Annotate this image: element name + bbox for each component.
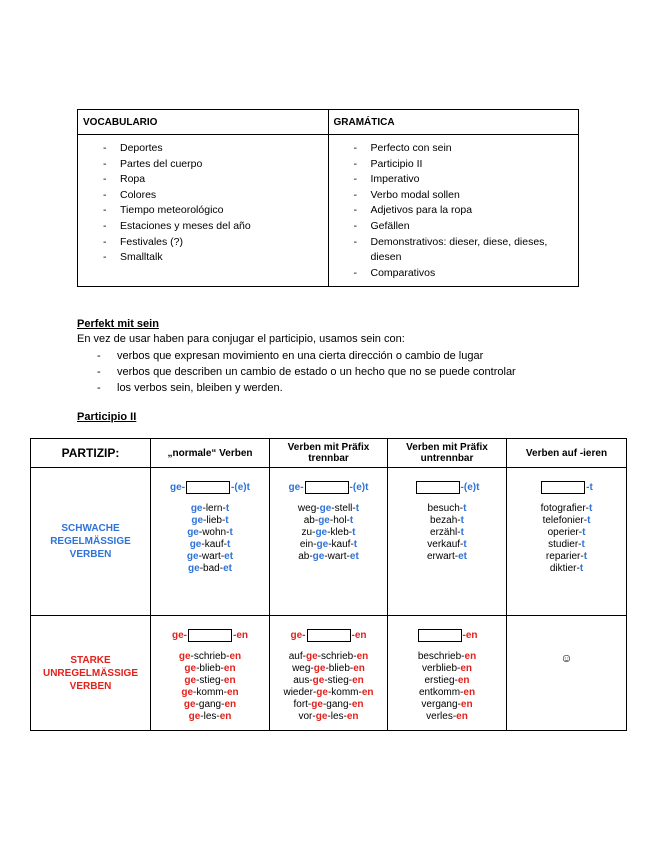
grammar-item: - Participio II xyxy=(329,157,579,173)
affix: t xyxy=(225,515,229,526)
affix: ge xyxy=(184,663,197,674)
pattern-prefix: ge- xyxy=(172,629,187,641)
participle-form xyxy=(270,687,387,699)
pattern xyxy=(270,628,387,642)
stem: -kleb- xyxy=(327,527,353,538)
affix: ge xyxy=(311,699,323,710)
pattern-prefix: ge- xyxy=(170,481,186,493)
participle-form xyxy=(388,675,506,687)
grammar-item: - Demonstrativos: dieser, diese, dieses, diesen xyxy=(329,235,579,266)
participle-form xyxy=(151,503,269,515)
pattern-suffix: -t xyxy=(586,481,593,493)
vocab-item: - Smalltalk xyxy=(78,250,328,266)
participle-form xyxy=(270,515,387,527)
stem: -blieb- xyxy=(325,663,354,674)
stem-box xyxy=(305,481,349,494)
affix: t xyxy=(463,539,467,550)
stem: -kauf- xyxy=(328,539,354,550)
header-trennbar: Verben mit Präfix trennbar xyxy=(270,439,388,468)
participle-form xyxy=(388,711,506,723)
participle-form xyxy=(270,663,387,675)
grammar-item: - Imperativo xyxy=(329,172,579,188)
affix: en xyxy=(224,699,237,710)
stem: ab- xyxy=(298,551,313,562)
strong-label: STARKE UNREGELMÄSSIGE VERBEN xyxy=(31,616,151,731)
weak-normal-cell xyxy=(151,468,270,616)
stem: diktier- xyxy=(549,563,580,574)
affix: ge xyxy=(190,503,203,514)
vocab-item: - Estaciones y meses del año xyxy=(78,219,328,235)
affix: en xyxy=(229,651,242,662)
affix: ge xyxy=(315,711,328,722)
pattern xyxy=(388,628,506,642)
affix: en xyxy=(356,651,369,662)
stem: -kauf- xyxy=(201,539,227,550)
stem: -stell- xyxy=(331,503,356,514)
form-list xyxy=(151,651,269,723)
affix: ge xyxy=(319,503,332,514)
weak-label: SCHWACHE REGELMÄSSIGE VERBEN xyxy=(31,468,151,616)
vocab-item: - Festivales (?) xyxy=(78,235,328,251)
stem: weg- xyxy=(297,503,320,514)
grammar-header: GRAMÁTICA xyxy=(328,110,579,135)
header-normal: „normale“ Verben xyxy=(151,439,270,468)
weak-untrennbar-cell xyxy=(388,468,507,616)
perfekt-intro: En vez de usar haben para conjugar el participio, usamos sein con: xyxy=(77,333,405,345)
stem: telefonier- xyxy=(542,515,588,526)
stem: -komm- xyxy=(327,687,362,698)
strong-ieren-cell xyxy=(507,616,627,731)
affix: ge xyxy=(189,539,202,550)
stem: erstieg- xyxy=(424,675,458,686)
stem: -schrieb- xyxy=(317,651,357,662)
pattern-suffix: -(e)t xyxy=(460,481,480,493)
perfekt-item: - los verbos sein, bleiben y werden. xyxy=(77,380,516,396)
stem: -wohn- xyxy=(198,527,230,538)
affix: t xyxy=(460,527,464,538)
vocab-cell xyxy=(78,135,329,287)
stem: auf- xyxy=(288,651,306,662)
stem: zu- xyxy=(301,527,316,538)
stem: -gang- xyxy=(195,699,225,710)
affix: en xyxy=(457,675,470,686)
grammar-item: - Adjetivos para la ropa xyxy=(329,203,579,219)
affix: et xyxy=(349,551,359,562)
stem: vergang- xyxy=(421,699,461,710)
affix: en xyxy=(223,663,236,674)
affix: t xyxy=(579,563,584,574)
participle-form xyxy=(151,675,269,687)
affix: ge xyxy=(181,687,194,698)
affix: ge xyxy=(188,563,200,574)
participle-form xyxy=(270,711,387,723)
affix: ge xyxy=(312,675,325,686)
participle-form xyxy=(507,503,626,515)
stem: fotografier- xyxy=(540,503,589,514)
affix: ge xyxy=(305,651,318,662)
form-list xyxy=(388,503,506,563)
affix: en xyxy=(226,687,239,698)
participle-form xyxy=(270,551,387,563)
grammar-list xyxy=(329,141,579,281)
affix: t xyxy=(463,503,467,514)
overview-table xyxy=(77,109,579,287)
participle-form xyxy=(388,539,506,551)
affix: en xyxy=(353,663,365,674)
stem: weg- xyxy=(292,663,314,674)
affix: en xyxy=(351,699,364,710)
affix: en xyxy=(463,687,476,698)
form-list xyxy=(507,503,626,575)
pattern-prefix: ge- xyxy=(290,629,306,641)
affix: ge xyxy=(318,515,330,526)
participle-form xyxy=(507,563,626,575)
affix: en xyxy=(460,699,473,710)
participle-form xyxy=(151,527,269,539)
weak-ieren-cell xyxy=(507,468,627,616)
participle-form xyxy=(270,675,387,687)
stem: ab- xyxy=(303,515,319,526)
affix: t xyxy=(353,539,358,550)
participle-form xyxy=(507,539,626,551)
affix: ge xyxy=(316,687,328,698)
stem: -gang- xyxy=(322,699,352,710)
affix: en xyxy=(219,711,232,722)
stem: verblieb- xyxy=(421,663,461,674)
perfekt-list xyxy=(77,348,516,396)
participle-form xyxy=(270,539,387,551)
participio-table xyxy=(30,438,627,731)
affix: t xyxy=(460,515,464,526)
affix: en xyxy=(361,687,374,698)
vocab-item: - Tiempo meteorológico xyxy=(78,203,328,219)
participle-form xyxy=(388,503,506,515)
stem: ein- xyxy=(299,539,317,550)
participle-form xyxy=(151,711,269,723)
affix: ge xyxy=(191,515,204,526)
stem: -lieb- xyxy=(203,515,226,526)
affix: et xyxy=(224,551,234,562)
affix: t xyxy=(229,527,233,538)
stem: beschrieb- xyxy=(417,651,465,662)
header-ieren: Verben auf -ieren xyxy=(507,439,627,468)
stem: verles- xyxy=(426,711,457,722)
strong-trennbar-cell xyxy=(270,616,388,731)
perfekt-title: Perfekt mit sein xyxy=(77,318,159,330)
affix: t xyxy=(352,527,356,538)
stem: -wart- xyxy=(324,551,350,562)
participle-form xyxy=(388,663,506,675)
affix: t xyxy=(583,551,588,562)
affix: t xyxy=(587,515,591,526)
header-partizip: PARTIZIP: xyxy=(31,439,151,468)
affix: ge xyxy=(184,675,197,686)
pattern xyxy=(507,480,626,494)
participle-form xyxy=(151,687,269,699)
pattern xyxy=(151,628,269,642)
participle-form xyxy=(151,563,269,575)
smiley-icon: ☺ xyxy=(560,651,573,665)
vocab-item: - Ropa xyxy=(78,172,328,188)
participle-form xyxy=(388,699,506,711)
participle-form xyxy=(507,527,626,539)
stem: -lern- xyxy=(202,503,226,514)
participle-form xyxy=(388,651,506,663)
participle-form xyxy=(270,699,387,711)
stem: -hol- xyxy=(329,515,350,526)
stem: erwart- xyxy=(426,551,459,562)
vocab-header: VOCABULARIO xyxy=(78,110,329,135)
stem-box xyxy=(416,481,460,494)
participle-form xyxy=(270,503,387,515)
stem: -les- xyxy=(327,711,347,722)
weak-trennbar-cell xyxy=(270,468,388,616)
participle-form xyxy=(388,551,506,563)
pattern xyxy=(388,480,506,494)
participle-form xyxy=(151,539,269,551)
header-untrennbar: Verben mit Präfix untrennbar xyxy=(388,439,507,468)
form-list xyxy=(151,503,269,575)
pattern-prefix: ge- xyxy=(288,481,304,493)
affix: t xyxy=(349,515,354,526)
affix: t xyxy=(582,527,586,538)
affix: en xyxy=(460,663,473,674)
vocab-item: - Colores xyxy=(78,188,328,204)
grammar-cell xyxy=(328,135,579,287)
strong-normal-cell xyxy=(151,616,270,731)
participle-form xyxy=(507,515,626,527)
pattern-suffix: -(e)t xyxy=(349,481,369,493)
strong-untrennbar-cell xyxy=(388,616,507,731)
participle-form xyxy=(151,699,269,711)
participle-form xyxy=(507,551,626,563)
stem: erzähl- xyxy=(430,527,461,538)
affix: en xyxy=(456,711,468,722)
affix: t xyxy=(355,503,360,514)
vocab-list xyxy=(78,141,328,266)
affix: en xyxy=(346,711,359,722)
stem: -stieg- xyxy=(196,675,224,686)
stem-box xyxy=(188,629,232,642)
form-list xyxy=(388,651,506,723)
grammar-item: - Verbo modal sollen xyxy=(329,188,579,204)
stem: besuch- xyxy=(427,503,464,514)
participle-form xyxy=(151,515,269,527)
participle-form xyxy=(151,663,269,675)
pattern-suffix: -en xyxy=(351,629,367,641)
stem: aus- xyxy=(293,675,313,686)
stem: -stieg- xyxy=(324,675,353,686)
participio-title: Participio II xyxy=(77,411,137,423)
affix: ge xyxy=(178,651,191,662)
participle-form xyxy=(151,651,269,663)
grammar-item: - Gefällen xyxy=(329,219,579,235)
pattern xyxy=(270,480,387,494)
stem-box xyxy=(186,481,230,494)
affix: ge xyxy=(188,711,201,722)
affix: t xyxy=(226,539,231,550)
affix: ge xyxy=(187,527,199,538)
stem: reparier- xyxy=(545,551,584,562)
stem: fort- xyxy=(293,699,312,710)
affix: ge xyxy=(315,527,328,538)
affix: ge xyxy=(183,699,196,710)
perfekt-item: - verbos que expresan movimiento en una cierta dirección o cambio de lugar xyxy=(77,348,516,364)
affix: et xyxy=(223,563,232,574)
grammar-item: - Comparativos xyxy=(329,266,579,282)
stem: studier- xyxy=(548,539,582,550)
stem: operier- xyxy=(547,527,583,538)
affix: ge xyxy=(313,663,326,674)
participle-form xyxy=(388,687,506,699)
vocab-item: - Partes del cuerpo xyxy=(78,157,328,173)
affix: en xyxy=(352,675,364,686)
pattern xyxy=(151,480,269,494)
affix: ge xyxy=(316,539,329,550)
grammar-item: - Perfecto con sein xyxy=(329,141,579,157)
stem-box xyxy=(307,629,351,642)
affix: t xyxy=(581,539,585,550)
participle-form xyxy=(388,515,506,527)
affix: en xyxy=(464,651,477,662)
affix: et xyxy=(458,551,468,562)
stem: -komm- xyxy=(193,687,227,698)
affix: ge xyxy=(312,551,325,562)
stem: -wart- xyxy=(198,551,225,562)
participle-form xyxy=(270,527,387,539)
pattern-suffix: -en xyxy=(233,629,248,641)
form-list xyxy=(270,651,387,723)
form-list xyxy=(270,503,387,563)
stem: wieder- xyxy=(283,687,317,698)
participle-form xyxy=(270,651,387,663)
affix: ge xyxy=(186,551,199,562)
participle-form xyxy=(388,527,506,539)
participle-form xyxy=(151,551,269,563)
stem-box xyxy=(541,481,585,494)
stem: -blieb- xyxy=(196,663,224,674)
affix: t xyxy=(589,503,593,514)
vocab-item: - Deportes xyxy=(78,141,328,157)
pattern-suffix: -(e)t xyxy=(231,481,250,493)
stem: vor- xyxy=(298,711,316,722)
stem-box xyxy=(418,629,462,642)
stem: bezah- xyxy=(430,515,461,526)
pattern-suffix: -en xyxy=(462,629,478,641)
perfekt-item: - verbos que describen un cambio de estado o un hecho que no se puede controlar xyxy=(77,364,516,380)
stem: -schrieb- xyxy=(190,651,230,662)
stem: verkauf- xyxy=(427,539,464,550)
stem: -les- xyxy=(200,711,220,722)
stem: entkomm- xyxy=(418,687,464,698)
affix: en xyxy=(223,675,236,686)
stem: -bad- xyxy=(199,563,224,574)
affix: t xyxy=(225,503,230,514)
